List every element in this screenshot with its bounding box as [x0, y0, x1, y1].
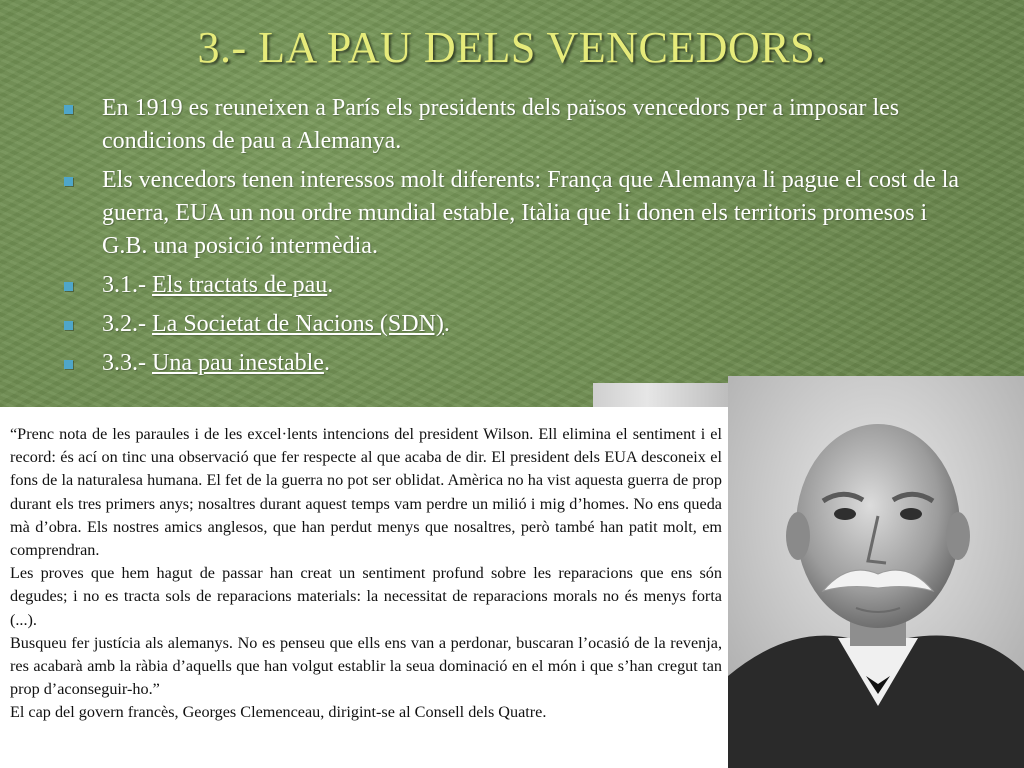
bullet-prefix: 3.3.- — [102, 350, 152, 376]
quote-box — [0, 407, 730, 768]
bullet-item — [62, 308, 962, 341]
bullet-text: En 1919 es reuneixen a París els presidents dels països vencedors per a imposar les condicions de pau a Alemanya. — [102, 95, 900, 154]
bullet-suffix: . — [443, 311, 450, 337]
quote-text — [10, 423, 722, 725]
square-bullet-icon — [64, 321, 73, 330]
photo-strip — [593, 383, 728, 408]
bullet-item — [62, 92, 962, 158]
square-bullet-icon — [64, 360, 73, 369]
bullet-list — [62, 92, 962, 386]
square-bullet-icon — [64, 282, 73, 291]
quote-paragraph: Busqueu fer justícia als alemanys. No es penseu que ells ens van a perdonar, buscaran l’ocasió de la revenja, res acabarà amb la ràbia d’aquells que han volgut establir la seua dominació en el món i que s’han cregut tan prop d’aconseguir-ho.” — [10, 633, 722, 699]
link-societat-de-nacions[interactable]: La Societat de Nacions (SDN) — [152, 311, 444, 337]
bullet-prefix: 3.1.- — [102, 272, 152, 298]
link-tractats-de-pau[interactable]: Els tractats de pau — [152, 272, 328, 298]
bullet-suffix: . — [323, 350, 330, 376]
quote-paragraph: “Prenc nota de les paraules i de les excel·lents intencions del president Wilson. Ell elimina el sentiment i el record: és ací on tinc una observació que fer respecte al que acaba de dir. El president dels EUA desconeix el fons de la naturalesa humana. El fet de la guerra no pot ser oblidat. Amèrica no ha vist aquesta guerra de prop durant els tres primers anys; nosaltres durant aquest temps vam perdre un milió i mig d’homes. No ens queda mà d’obra. Els nostres amics anglesos, que han perdut menys que nosaltres, però també han patit molt, em comprendran. — [10, 425, 722, 560]
square-bullet-icon — [64, 177, 73, 186]
slide-title: 3.- LA PAU DELS VENCEDORS. — [197, 23, 827, 72]
square-bullet-icon — [64, 105, 73, 114]
quote-attribution: El cap del govern francès, Georges Clemenceau, dirigint-se al Consell dels Quatre. — [10, 703, 547, 722]
bullet-item — [62, 164, 962, 263]
bullet-text: Els vencedors tenen interessos molt diferents: França que Alemanya li pague el cost de la guerra, EUA un nou ordre mundial estable, Itàlia que li donen els territoris promesos i G.B. una posició intermèdia. — [102, 167, 960, 259]
link-pau-inestable[interactable]: Una pau inestable — [152, 350, 324, 376]
bullet-suffix: . — [327, 272, 334, 298]
quote-paragraph: Les proves que hem hagut de passar han creat un sentiment profund sobre les reparacions que ens són degudes; i no es tracta sols de reparacions materials: la necessitat de reparacions morals no és menys forta (...). — [10, 564, 722, 629]
portrait-photo — [728, 376, 1024, 768]
bullet-item — [62, 269, 962, 302]
portrait-illustration — [728, 376, 1024, 768]
bullet-prefix: 3.2.- — [102, 311, 152, 337]
